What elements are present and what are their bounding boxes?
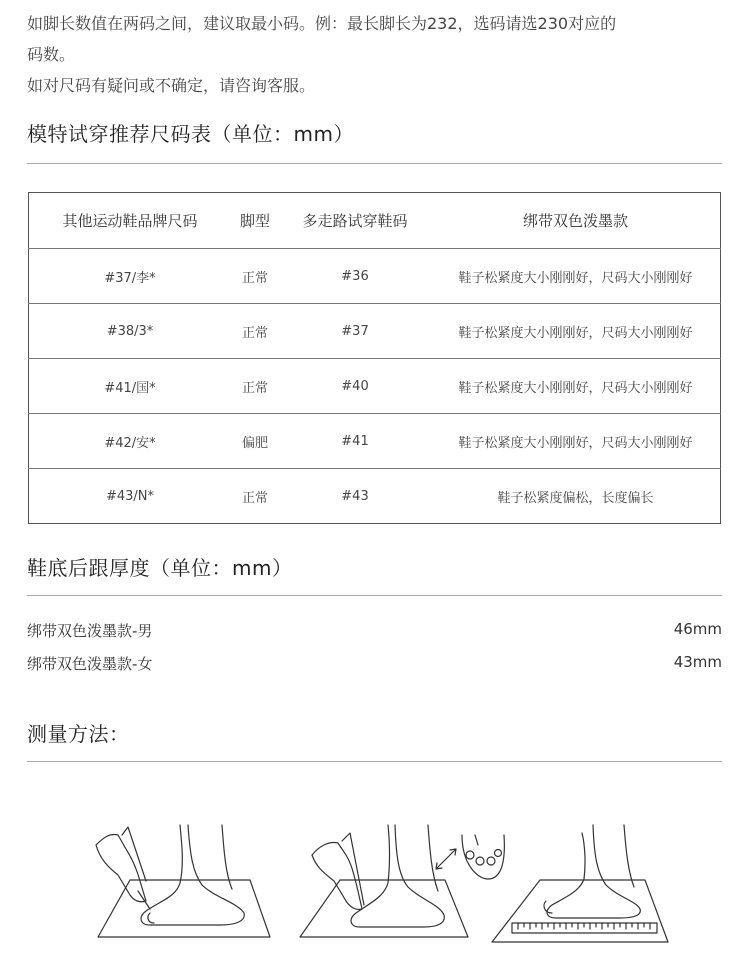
- heel-row-men: [27, 620, 722, 641]
- size-table-title: 模特试穿推荐尺码表（单位：mm）: [27, 122, 354, 146]
- table-row: [29, 249, 721, 304]
- table-cell: #37: [279, 304, 431, 359]
- column-header: 其他运动鞋品牌尺码: [29, 193, 232, 249]
- table-cell: 偏肥: [231, 414, 279, 469]
- table-cell: #43: [279, 469, 431, 524]
- table-cell: 鞋子松紧度大小刚刚好，尺码大小刚刚好: [431, 249, 721, 304]
- heel-label: 绑带双色泼墨款-男: [27, 622, 153, 640]
- table-cell: 鞋子松紧度大小刚刚好，尺码大小刚刚好: [431, 359, 721, 414]
- column-header: 绑带双色泼墨款: [431, 193, 721, 249]
- table-cell: #43/N*: [29, 469, 232, 524]
- table-cell: #42/安*: [29, 414, 232, 469]
- table-cell: 正常: [231, 359, 279, 414]
- heel-label: 绑带双色泼墨款-女: [27, 655, 153, 673]
- column-header: 脚型: [231, 193, 279, 249]
- measurement-illustration: [0, 805, 750, 960]
- measure-title: 测量方法：: [27, 722, 130, 746]
- step-trace-foot-icon: [96, 825, 270, 937]
- divider: [27, 163, 722, 164]
- heel-title: 鞋底后跟厚度（单位：mm）: [27, 556, 293, 580]
- heel-value: 43mm: [673, 653, 722, 671]
- table-cell: #41: [279, 414, 431, 469]
- intro-text: [27, 0, 727, 101]
- table-cell: #38/3*: [29, 304, 232, 359]
- table-cell: 鞋子松紧度大小刚刚好，尺码大小刚刚好: [431, 304, 721, 359]
- heel-row-women: [27, 653, 722, 674]
- intro-line-2: 码数。: [27, 45, 76, 64]
- cropped-text-line: [27, 0, 727, 4]
- table-cell: #37/李*: [29, 249, 232, 304]
- table-row: [29, 414, 721, 469]
- divider: [27, 761, 722, 762]
- intro-line-1: 如脚长数值在两码之间，建议取最小码。例：最长脚长为232，选码请选230对应的: [27, 14, 617, 33]
- column-header: 多走路试穿鞋码: [279, 193, 431, 249]
- step-mark-length-icon: [300, 825, 504, 937]
- table-cell: #41/国*: [29, 359, 232, 414]
- table-row: [29, 304, 721, 359]
- step-ruler-measure-icon: [492, 825, 668, 942]
- table-cell: 正常: [231, 304, 279, 359]
- table-cell: #36: [279, 249, 431, 304]
- table-header-row: [29, 193, 721, 249]
- size-table: [28, 192, 721, 524]
- divider: [27, 595, 722, 596]
- intro-line-3: 如对尺码有疑问或不确定，请咨询客服。: [27, 76, 316, 95]
- table-cell: 鞋子松紧度偏松，长度偏长: [431, 469, 721, 524]
- table-cell: 鞋子松紧度大小刚刚好，尺码大小刚刚好: [431, 414, 721, 469]
- table-row: [29, 359, 721, 414]
- heel-value: 46mm: [673, 620, 722, 638]
- table-row: [29, 469, 721, 524]
- table-cell: 正常: [231, 249, 279, 304]
- table-cell: #40: [279, 359, 431, 414]
- table-cell: 正常: [231, 469, 279, 524]
